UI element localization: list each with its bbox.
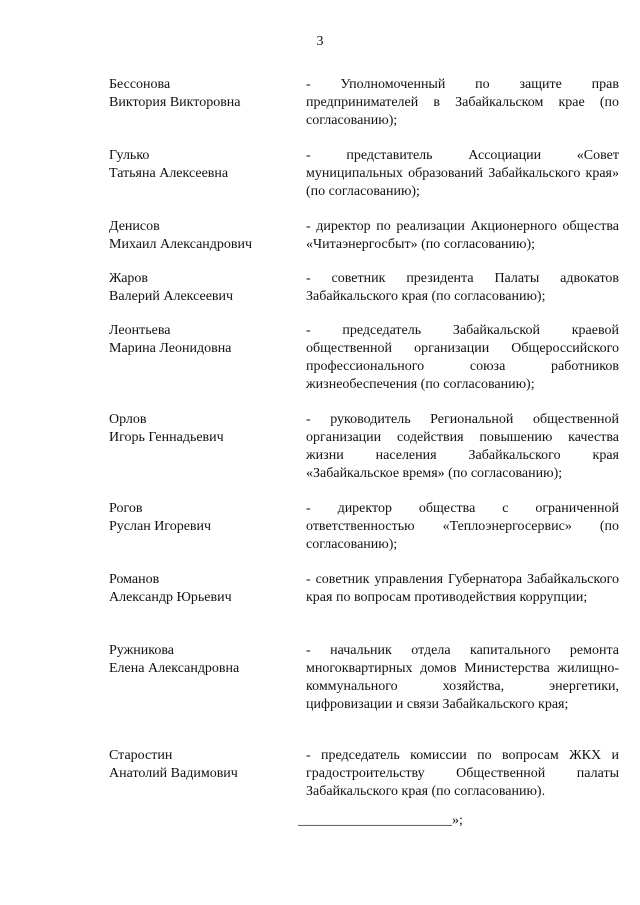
member-name: [109, 218, 289, 254]
member-given-names: Руслан Игоревич: [109, 519, 212, 534]
member-name: [109, 747, 289, 783]
member-given-names: Виктория Викторовна: [109, 95, 241, 110]
member-role: - председатель комиссии по вопросам ЖКХ и градостроительству Общественной палаты Забайкальского края (по согласованию).: [306, 748, 619, 799]
member-name: [109, 270, 289, 306]
member-given-names: Михаил Александрович: [109, 237, 253, 252]
member-surname: Орлов: [109, 412, 147, 427]
member-name: [109, 642, 289, 678]
member-surname: Гулько: [109, 148, 150, 163]
member-name: [109, 500, 289, 536]
member-role: - Уполномоченный по защите прав предпринимателей в Забайкальском крае (по согласованию);: [306, 77, 619, 128]
member-given-names: Александр Юрьевич: [109, 590, 232, 605]
member-name: [109, 322, 289, 358]
member-role: - директор по реализации Акционерного общества «Читаэнергосбыт» (по согласованию);: [306, 219, 619, 252]
member-name: [109, 411, 289, 447]
member-name: [109, 571, 289, 607]
member-role: - руководитель Региональной общественной организации содействия повышению качества жизни населения Забайкальского края «Забайкальское время» (по согласованию);: [306, 412, 619, 481]
member-surname: Леонтьева: [109, 323, 171, 338]
member-given-names: Татьяна Алексеевна: [109, 166, 229, 181]
member-surname: Романов: [109, 572, 160, 587]
member-surname: Жаров: [109, 271, 149, 286]
member-given-names: Марина Леонидовна: [109, 341, 232, 356]
member-role: - начальник отдела капитального ремонта многоквартирных домов Министерства жилищно-коммунального хозяйства, энергетики, цифровизации и связи Забайкальского края;: [306, 643, 619, 712]
closing-line: ______________________»;: [298, 813, 463, 828]
page-number: 3: [316, 34, 324, 49]
member-surname: Старостин: [109, 748, 173, 763]
member-role: - советник президента Палаты адвокатов Забайкальского края (по согласованию);: [306, 271, 619, 304]
member-role: - директор общества с ограниченной ответственностью «Теплоэнергосервис» (по согласованию);: [306, 501, 619, 552]
member-given-names: Елена Александровна: [109, 661, 240, 676]
member-role: - советник управления Губернатора Забайкальского края по вопросам противодействия коррупции;: [306, 572, 619, 605]
member-name: [109, 147, 289, 183]
member-surname: Рогов: [109, 501, 143, 516]
member-surname: Ружникова: [109, 643, 174, 658]
member-role: - представитель Ассоциации «Совет муниципальных образований Забайкальского края» (по согласованию);: [306, 148, 619, 199]
member-surname: Денисов: [109, 219, 160, 234]
member-given-names: Игорь Геннадьевич: [109, 430, 224, 445]
member-given-names: Анатолий Вадимович: [109, 766, 238, 781]
member-given-names: Валерий Алексеевич: [109, 289, 234, 304]
member-surname: Бессонова: [109, 77, 171, 92]
member-name: [109, 76, 289, 112]
member-role: - председатель Забайкальской краевой общественной организации Общероссийского профессионального союза работников жизнеобеспечения (по согласованию);: [306, 323, 619, 392]
